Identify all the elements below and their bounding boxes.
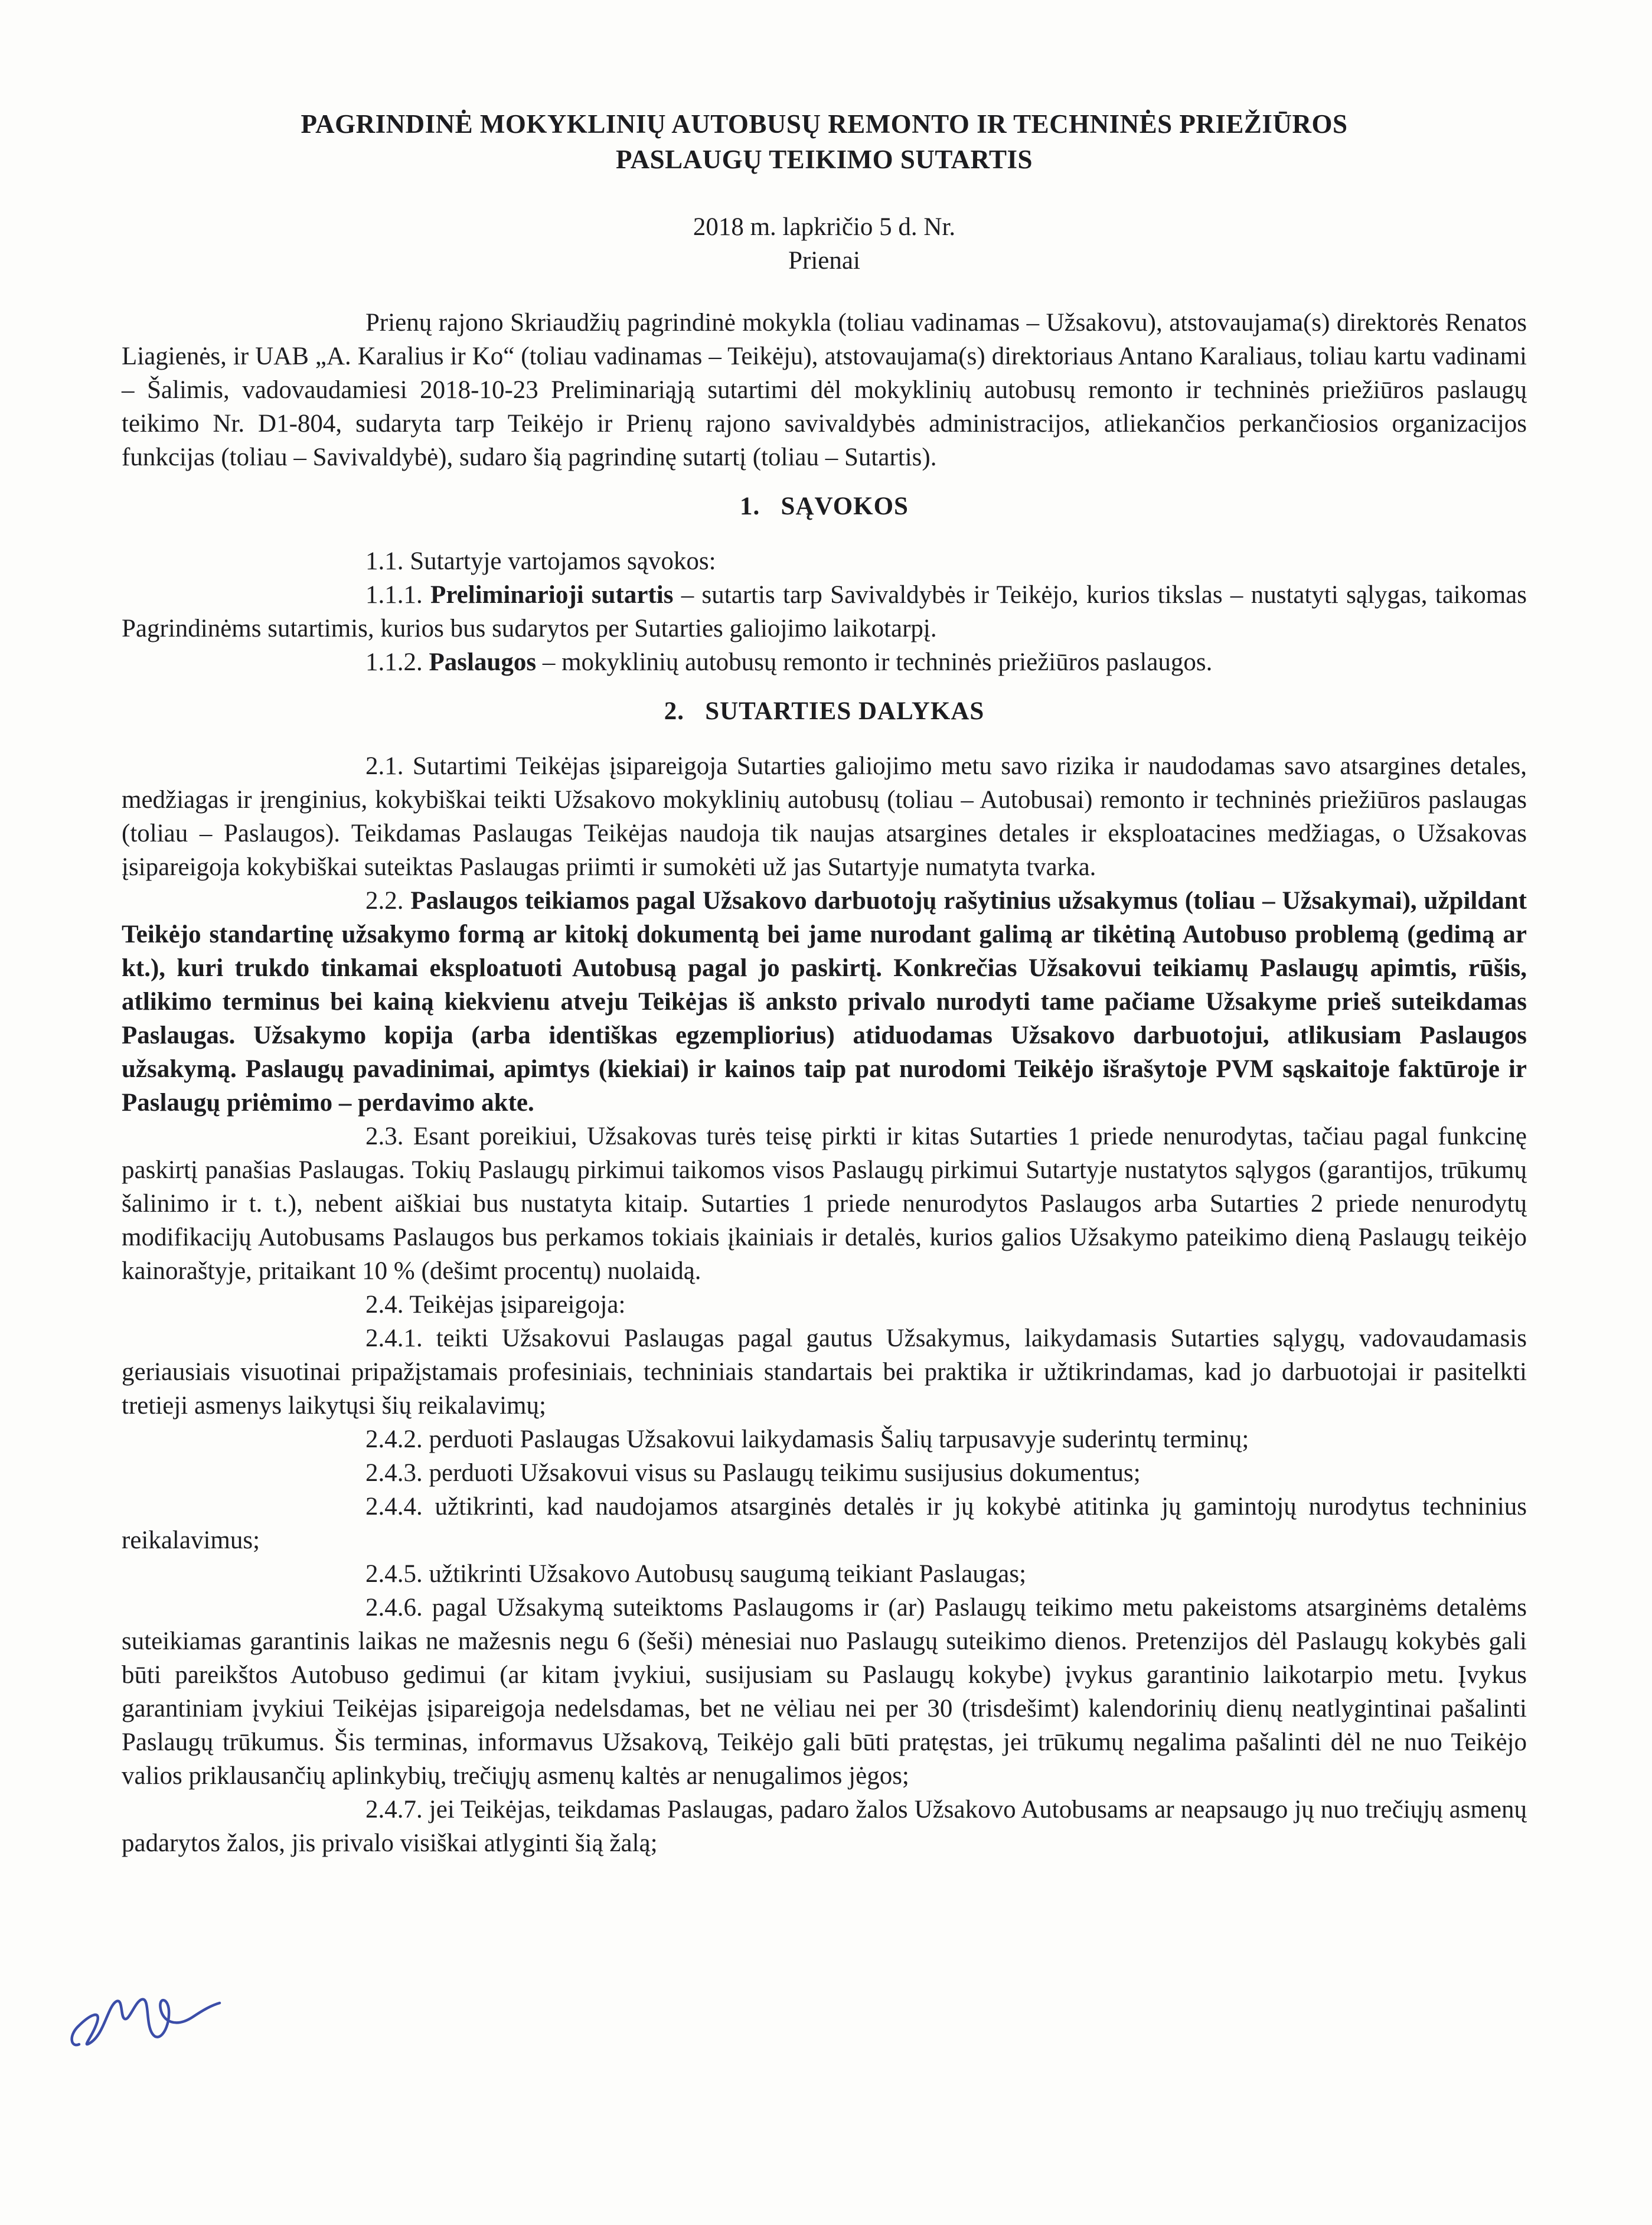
paragraph [122, 1322, 1527, 1423]
section-heading [122, 490, 1527, 523]
paragraph-text: 2.2. [365, 887, 411, 915]
paragraph [122, 1423, 1527, 1456]
paragraph [122, 578, 1527, 645]
paragraph-bold-text: Paslaugos [429, 648, 537, 676]
paragraph [122, 1591, 1527, 1793]
paragraph-bold-text: Preliminarioji sutartis [430, 581, 674, 609]
paragraph [122, 544, 1527, 578]
document-date: 2018 m. lapkričio 5 d. Nr. [693, 213, 956, 241]
paragraph-bold-text: Paslaugos teikiamos pagal Užsakovo darbuotojų rašytinius užsakymus (toliau – Užsakymai), užpildant Teikėjo standartinę užsakymo formą ar kitokį dokumentą bei jame nurodant galimą ar tikėtiną Autobuso problemą (gedimą ar kt.), kuri trukdo tinkamai eksploatuoti Autobusą pagal jo paskirtį. Konkrečias Užsakovui teikiamų Paslaugų apimtis, rūšis, atlikimo terminus bei kainą kiekvienu atveju Teikėjas iš anksto privalo nurodyti tame pačiame Užsakyme prieš suteikdamas Paslaugas. Užsakymo kopija (arba identiškas egzempliorius) atiduodamas Užsakovo darbuotojui, atlikusiam Paslaugos užsakymą. Paslaugų pavadinimai, apimtys (kiekiai) ir kainos taip pat nurodomi Teikėjo išrašytoje PVM sąskaitoje faktūroje ir Paslaugų priėmimo – perdavimo akte. [122, 887, 1527, 1117]
paragraph-text: Prienų rajono Skriaudžių pagrindinė mokykla (toliau vadinamas – Užsakovu), atstovaujama(s) direktorės Renatos Liagienės, ir UAB „A. Karalius ir Ko“ (toliau vadinamas – Teikėju), atstovaujama(s) direktoriaus Antano Karaliaus, toliau kartu vadinami – Šalimis, vadovaudamiesi 2018-10-23 Preliminariąją sutartimi dėl mokyklinių autobusų remonto ir techninės priežiūros paslaugų teikimo Nr. D1-804, sudaryta tarp Teikėjo ir Prienų rajono savivaldybės administracijos, atliekančios perkančiosios organizacijos funkcijas (toliau – Savivaldybė), sudaro šią pagrindinę sutartį (toliau – Sutartis). [122, 309, 1527, 471]
document-place: Prienai [788, 247, 860, 275]
paragraph-text: 2.4.6. pagal Užsakymą suteiktoms Paslaugoms ir (ar) Paslaugų teikimo metu pakeistoms atsarginėms detalėms suteikiamas garantinis laikas ne mažesnis negu 6 (šeši) mėnesiai nuo Paslaugų suteikimo dienos. Pretenzijos dėl Paslaugų kokybės gali būti pareikštos Autobuso gedimui (ar kitam įvykiui, susijusiam su Paslaugų kokybe) įvykus garantinio laikotarpio metu. Įvykus garantiniam įvykiui Teikėjas įsipareigoja nedelsdamas, bet ne vėliau nei per 30 (trisdešimt) kalendorinių dienų neatlygintinai pašalinti Paslaugų trūkumus. Šis terminas, informavus Užsakovą, Teikėjo gali būti pratęstas, jei trūkumų negalima pašalinti dėl ne nuo Teikėjo valios priklausančių aplinkybių, trečiųjų asmenų kaltės ar nenugalimos jėgos; [122, 1594, 1527, 1790]
paragraph-text: 2.4.4. užtikrinti, kad naudojamos atsarginės detalės ir jų kokybė atitinka jų gamintojų nurodytus techninius reikalavimus; [122, 1493, 1527, 1554]
paragraph [122, 645, 1527, 679]
paragraph [122, 1793, 1527, 1860]
paragraph-text: 1.1.2. [365, 648, 429, 676]
paragraph [122, 1120, 1527, 1288]
paragraph [122, 884, 1527, 1120]
paragraph [122, 1288, 1527, 1322]
paragraph-text: 2.4.5. užtikrinti Užsakovo Autobusų saugumą teikiant Paslaugas; [365, 1560, 1027, 1588]
paragraph [122, 306, 1527, 474]
paragraph-text: 2.4.2. perduoti Paslaugas Užsakovui laikydamasis Šalių tarpusavyje suderintų terminų; [365, 1425, 1249, 1453]
paragraph-text: 2.4.1. teikti Užsakovui Paslaugas pagal gautus Užsakymus, laikydamasis Sutarties sąlygų, vadovaudamasis geriausiais visuotinai pripažįstamais profesiniais, techniniais standartais bei praktika ir užtikrindamas, kad jo darbuotojai ir pasitelkti tretieji asmenys laikytųsi šių reikalavimų; [122, 1324, 1527, 1420]
paragraph-text: 2.4. Teikėjas įsipareigoja: [365, 1291, 626, 1319]
signature [70, 1977, 229, 2060]
paragraph-text: 1. SĄVOKOS [740, 492, 909, 520]
paragraph-text: 2. SUTARTIES DALYKAS [664, 697, 985, 725]
paragraph-text: 2.4.3. perduoti Užsakovui visus su Paslaugų teikimu susijusius dokumentus; [365, 1459, 1141, 1487]
paragraph-text: 2.4.7. jei Teikėjas, teikdamas Paslaugas, padaro žalos Užsakovo Autobusams ar neapsaugo jų nuo trečiųjų asmenų padarytos žalos, jis privalo visiškai atlyginti šią žalą; [122, 1796, 1527, 1857]
paragraph [122, 1490, 1527, 1557]
title-line-2: PASLAUGŲ TEIKIMO SUTARTIS [615, 145, 1033, 174]
paragraph-text: 2.3. Esant poreikiui, Užsakovas turės teisę pirkti ir kitas Sutarties 1 priede nenurodytas, tačiau pagal funkcinę paskirtį panašias Paslaugas. Tokių Paslaugų pirkimui taikomos visos Paslaugų pirkimui Sutartyje nustatytos sąlygos (garantijos, trūkumų šalinimo ir t. t.), nebent aiškiai bus nustatyta kitaip. Sutarties 1 priede nenurodytos Paslaugos arba Sutarties 2 priede nenurodytų modifikacijų Autobusams Paslaugos bus perkamos tokiais įkainiais ir detalės, kurios galios Užsakymo pateikimo dieną Paslaugų teikėjo kainoraštyje, pritaikant 10 % (dešimt procentų) nuolaidą. [122, 1123, 1527, 1285]
paragraph [122, 1557, 1527, 1591]
paragraph-text: 1.1.1. [365, 581, 431, 609]
paragraph [122, 749, 1527, 884]
paragraph-text: – sutartis tarp Savivaldybės ir Teikėjo, kurios tikslas – nustatyti sąlygas, taikomas Pagrindinėms sutartimis, kurios bus sudarytos per Sutarties galiojimo laikotarpį. [122, 581, 1527, 642]
paragraph [122, 1456, 1527, 1490]
paragraph-text: 2.1. Sutartimi Teikėjas įsipareigoja Sutarties galiojimo metu savo rizika ir naudodamas savo atsargines detales, medžiagas ir įrenginius, kokybiškai teikti Užsakovo mokyklinių autobusų (toliau – Autobusai) remonto ir techninės priežiūros paslaugas (toliau – Paslaugos). Teikdamas Paslaugas Teikėjas naudoja tik naujas atsargines detales ir eksploatacines medžiagas, o Užsakovas įsipareigoja kokybiškai suteiktas Paslaugas priimti ir sumokėti už jas Sutartyje numatyta tvarka. [122, 752, 1527, 881]
title-line-1: PAGRINDINĖ MOKYKLINIŲ AUTOBUSŲ REMONTO IR TECHNINĖS PRIEŽIŪROS [301, 109, 1348, 139]
document-body [122, 306, 1527, 1860]
document-title [122, 106, 1527, 177]
section-heading [122, 694, 1527, 728]
paragraph-text: – mokyklinių autobusų remonto ir techninės priežiūros paslaugos. [536, 648, 1213, 676]
paragraph-text: 1.1. Sutartyje vartojamos sąvokos: [365, 547, 716, 575]
